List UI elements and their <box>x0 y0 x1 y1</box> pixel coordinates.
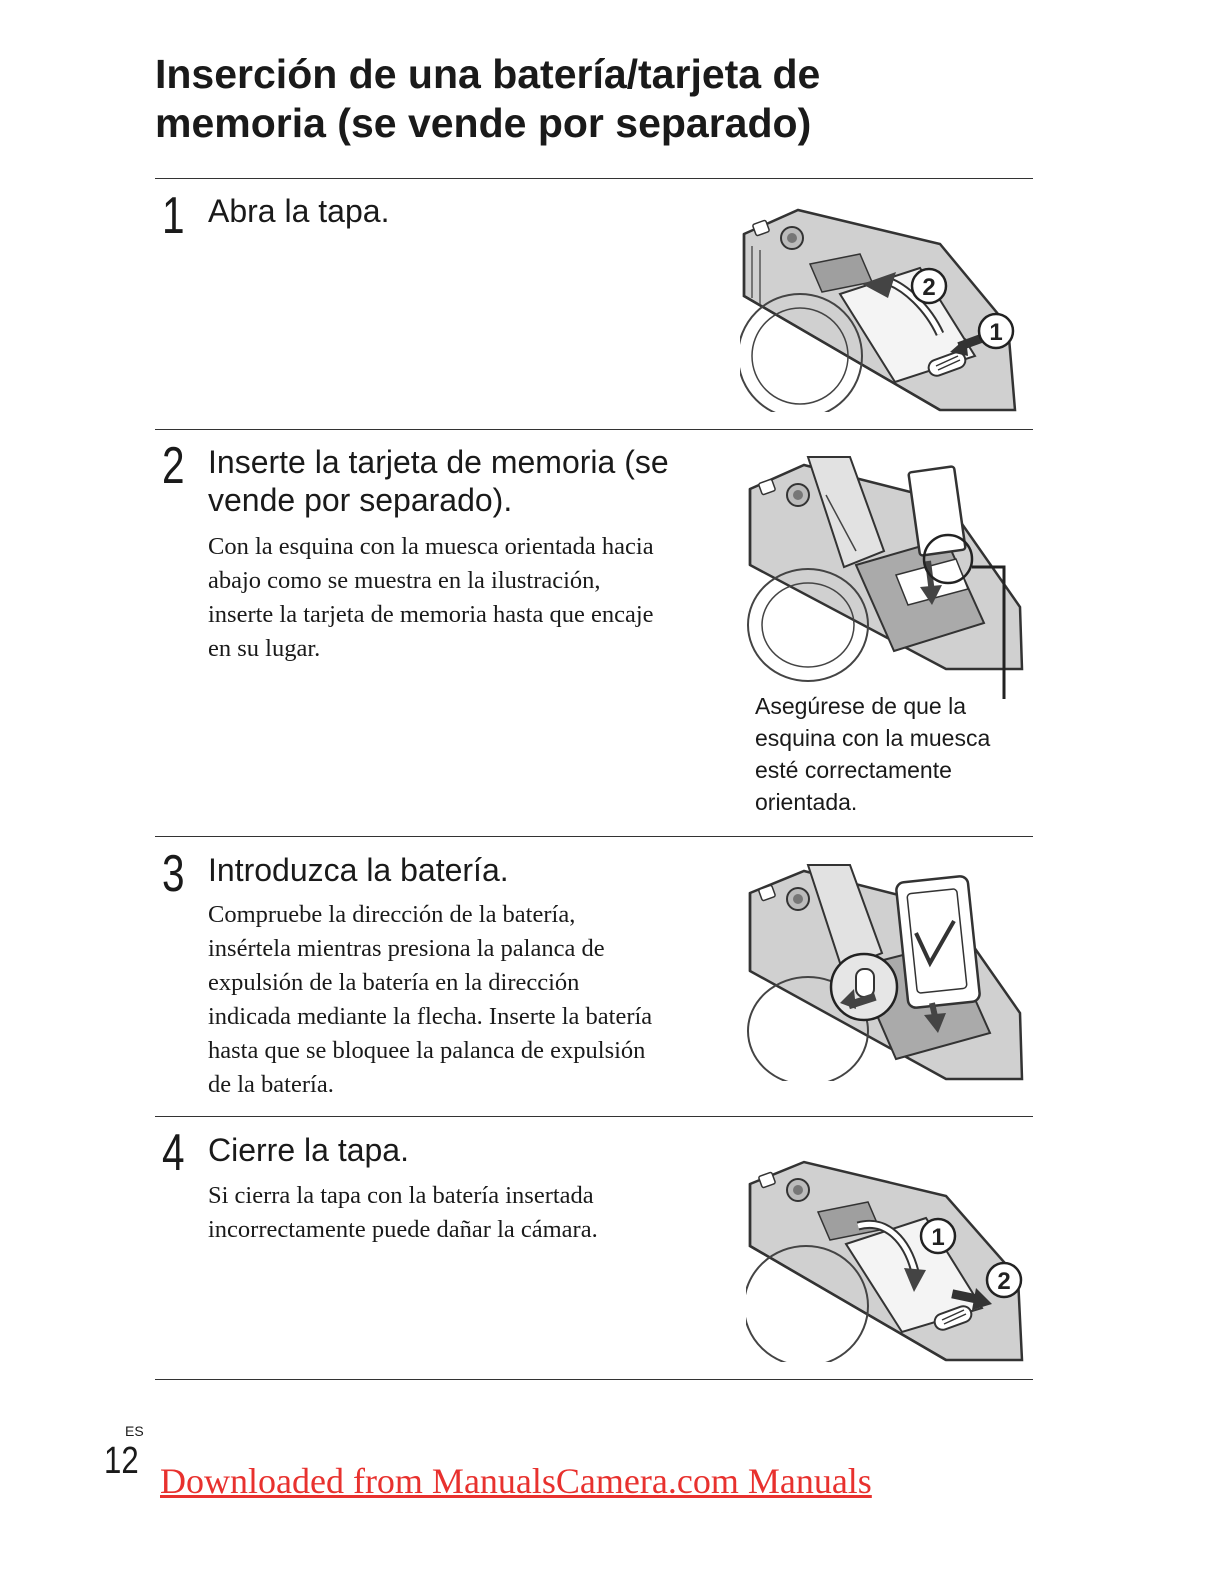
section-divider <box>155 836 1033 837</box>
section-divider <box>155 1379 1033 1380</box>
step-3-body-line: de la batería. <box>208 1071 334 1098</box>
step-3-body-line: indicada mediante la flecha. Inserte la batería <box>208 1003 653 1030</box>
step-2-body-line: abajo como se muestra en la ilustración, <box>208 567 601 594</box>
step-3-number: 3 <box>162 845 185 903</box>
svg-text:2: 2 <box>922 274 936 301</box>
step-4-heading <box>208 1131 728 1169</box>
step-3-body-line: insértela mientras presiona la palanca de <box>208 935 605 962</box>
camera-close-cover-illustration <box>746 1160 1028 1362</box>
page-title-line-2: memoria (se vende por separado) <box>155 100 812 146</box>
step-2-number: 2 <box>162 437 185 495</box>
step-4-number: 4 <box>162 1124 185 1182</box>
page-number: 12 <box>104 1440 139 1482</box>
step-3-heading <box>208 851 728 889</box>
step-3-body-line: Compruebe la dirección de la batería, <box>208 901 576 928</box>
camera-open-cover-illustration <box>740 206 1020 412</box>
camera-insert-battery-illustration <box>746 863 1026 1081</box>
step-1-heading-line: Abra la tapa. <box>208 193 390 229</box>
download-source-link[interactable]: Downloaded from ManualsCamera.com Manuals <box>160 1461 872 1501</box>
step-2-body-line: en su lugar. <box>208 635 321 662</box>
caption-line: esté correctamente <box>755 757 952 783</box>
step-3-heading-line: Introduzca la batería. <box>208 852 509 888</box>
step-2-body-line: Con la esquina con la muesca orientada hacia <box>208 533 654 560</box>
page-title <box>155 50 1035 148</box>
step-4-body-line: Si cierra la tapa con la batería insertada <box>208 1182 594 1209</box>
step-1-number: 1 <box>162 187 185 245</box>
svg-text:1: 1 <box>931 1224 945 1251</box>
page-title-line-1: Inserción de una batería/tarjeta de <box>155 51 821 97</box>
step-2-heading-line: vende por separado). <box>208 482 513 518</box>
step-4-heading-line: Cierre la tapa. <box>208 1132 409 1168</box>
step-3-body-line: expulsión de la batería en la dirección <box>208 969 580 996</box>
caption-line: orientada. <box>755 789 858 815</box>
step-2-body-line: inserte la tarjeta de memoria hasta que encaje <box>208 601 654 628</box>
step-2-body <box>208 530 728 666</box>
step-2-heading <box>208 443 728 519</box>
step-1-heading <box>208 192 728 230</box>
caption-line: esquina con la muesca <box>755 725 991 751</box>
step-3-body-line: hasta que se bloquee la palanca de expulsión <box>208 1037 646 1064</box>
section-divider <box>155 429 1033 430</box>
section-divider <box>155 1116 1033 1117</box>
section-divider <box>155 178 1033 179</box>
camera-insert-memory-card-illustration <box>746 455 1026 705</box>
page-language-code: ES <box>125 1423 144 1439</box>
step-4-body-line: incorrectamente puede dañar la cámara. <box>208 1216 598 1243</box>
step-2-heading-line: Inserte la tarjeta de memoria (se <box>208 444 669 480</box>
step-3-body <box>208 898 728 1102</box>
svg-text:2: 2 <box>997 1268 1011 1295</box>
svg-text:1: 1 <box>989 319 1003 346</box>
step-2-caption <box>755 690 1035 818</box>
step-4-body <box>208 1179 728 1247</box>
caption-line: Asegúrese de que la <box>755 693 966 719</box>
